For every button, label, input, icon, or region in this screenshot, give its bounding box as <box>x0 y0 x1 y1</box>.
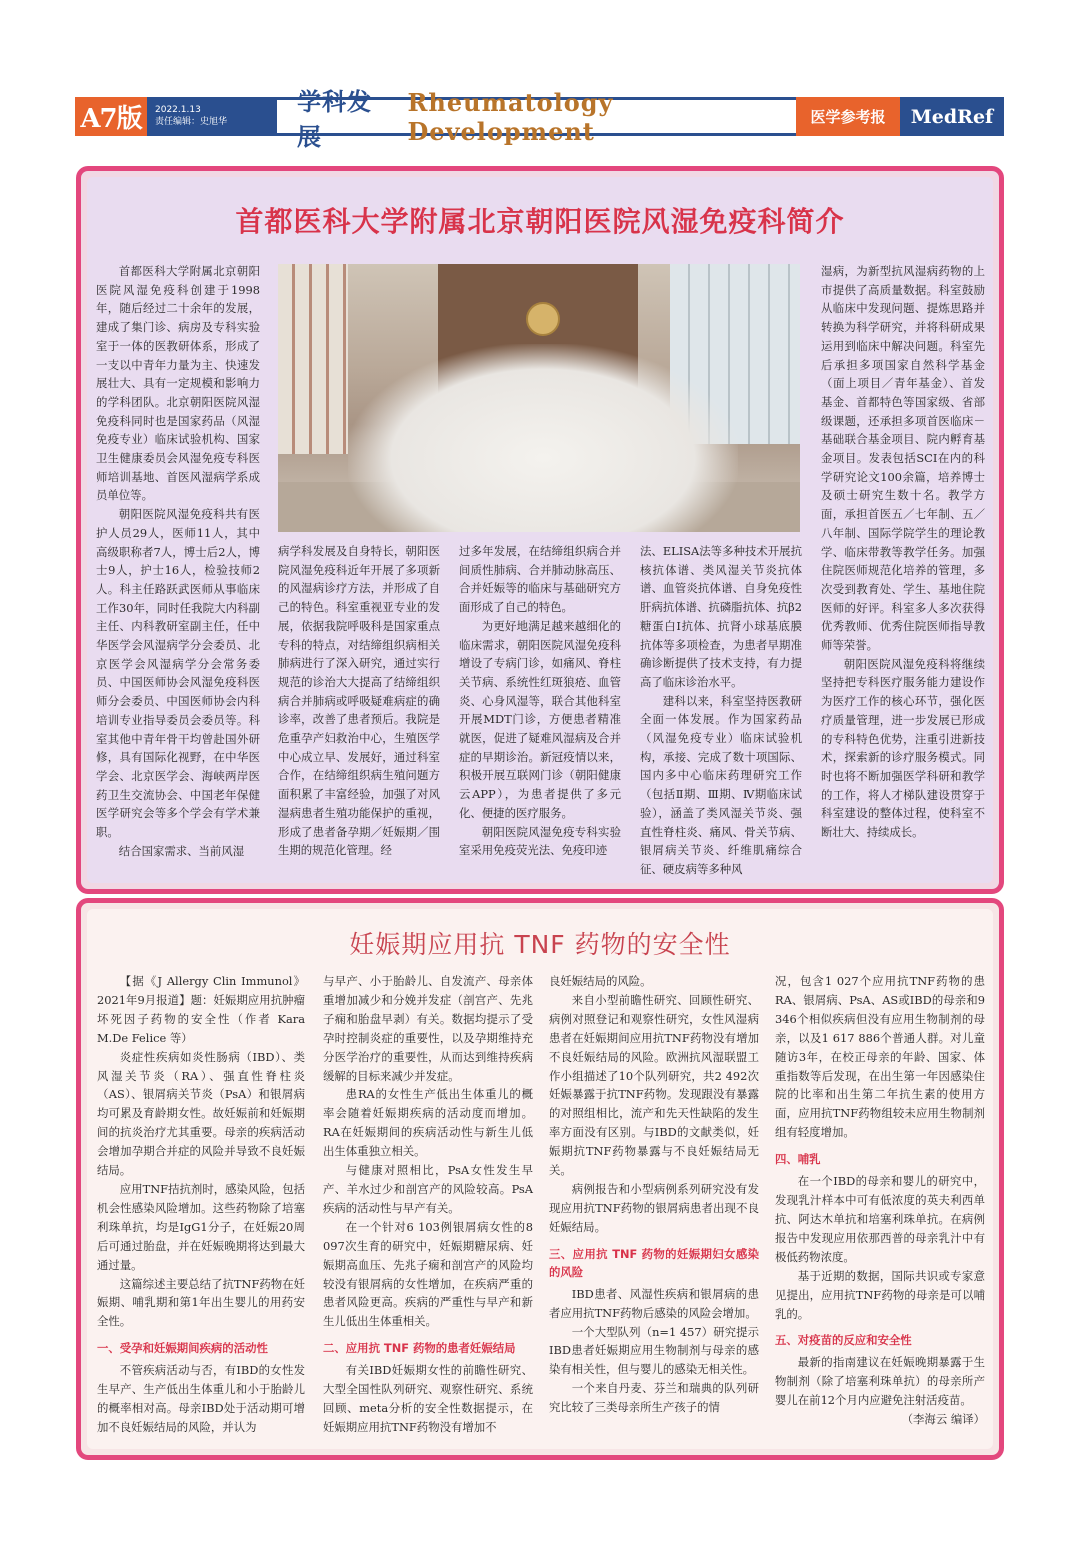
paragraph: 首都医科大学附属北京朝阳医院风湿免疫科创建于1998年，随后经过二十余年的发展，建成了集门诊、病房及专科实验室于一体的医教研体系，形成了一支以中青年力量为主、快速发展壮大、具有一定规模和影响力的学科团队。北京朝阳医院风湿免疫科同时也是国家药品（风湿免疫专业）临床试验机构、国家卫生健康委员会风湿免疫专科医师培训基地、首医风湿病学系成员单位等。 <box>96 264 260 503</box>
paragraph: 过多年发展，在结缔组织病合并间质性肺病、合并肺动脉高压、合并妊娠等的临床与基础研究方面形成了自己的特色。 <box>459 544 621 615</box>
section-title-en: Rheumatology Development <box>407 87 614 146</box>
subheading: 二、应用抗 TNF 药物的患者妊娠结局 <box>323 1341 516 1356</box>
subheading: 三、应用抗 TNF 药物的妊娠期妇女感染的风险 <box>549 1246 759 1279</box>
paragraph: 与健康对照相比，PsA女性发生早产、羊水过少和剖宫产的风险较高。PsA疾病的活动性与早产有关。 <box>323 1163 533 1215</box>
publication-logo: MedRef <box>900 97 1004 136</box>
paragraph: 最新的指南建议在妊娠晚期暴露于生物制剂（除了培塞利珠单抗）的母亲所产婴儿在前12个月内应避免注射活疫苗。 <box>775 1355 985 1408</box>
paragraph: 有关IBD妊娠期女性的前瞻性研究、大型全国性队列研究、观察性研究、系统回顾、meta分析的安全性数据提示，在妊娠期应用抗TNF药物没有增加不 <box>323 1363 533 1434</box>
issue-date: 2022.1.13 <box>155 105 201 115</box>
article-2-column-2 <box>323 972 533 1437</box>
page-number: A7版 <box>75 97 147 136</box>
issue-meta <box>147 97 277 136</box>
paragraph: 朝阳医院风湿免疫科将继续坚持把专科医疗服务能力建设作为医疗工作的核心环节，强化医疗质量管理，进一步发展已形成的专科特色优势，注重引进新技术，探索新的诊疗服务模式。同时也将不断加强医学科研和教学的工作，将人才梯队建设贯穿于科室建设的整体过程，使科室不断壮大、持续成长。 <box>821 656 985 840</box>
paragraph: 【据《J Allergy Clin Immunol》2021年9月报道】题：妊娠期应用抗肿瘤坏死因子药物的安全性（作者 Kara M.De Felice 等） <box>97 974 305 1045</box>
article-2-column-1 <box>97 972 305 1437</box>
paragraph: 病例报告和小型病例系列研究没有发现应用抗TNF药物的银屑病患者出现不良妊娠结局。 <box>549 1181 759 1234</box>
staff-group <box>348 344 738 532</box>
paragraph: 结合国家需求、当前风湿 <box>118 843 245 858</box>
paragraph: 为更好地满足越来越细化的临床需求，朝阳医院风湿免疫科增设了专病门诊，如痛风、脊柱关节病、系统性红斑狼疮、血管炎、心身风湿等，联合其他科室开展MDT门诊，方便患者精准就医，促进了疑难风湿病及合并症的早期诊治。新冠疫情以来，积极开展互联网门诊（朝阳健康云APP），为患者提供了多元化、便捷的医疗服务。 <box>459 618 621 820</box>
article-1-column-3 <box>459 542 621 860</box>
hospital-emblem-icon <box>526 302 560 336</box>
group-photo <box>278 264 800 532</box>
paragraph: 在一个针对6 103例银屑病女性的8 097次生育的研究中，妊娠期糖尿病、妊娠期高血压、先兆子痫和剖宫产的风险均较没有银屑病的女性增加，在疾病严重的患者风险更高。疾病的严重性与早产和新生儿低出生体重相关。 <box>323 1219 533 1329</box>
paragraph: 朝阳医院风湿免疫专科实验室采用免疫荧光法、免疫印迹 <box>459 824 621 858</box>
article-1-column-4 <box>640 542 802 879</box>
paragraph: 一个来自丹麦、芬兰和瑞典的队列研究比较了三类母亲所生产孩子的情 <box>549 1381 759 1415</box>
article-2-column-4 <box>775 972 985 1429</box>
paragraph: 法、ELISA法等多种技术开展抗核抗体谱、类风湿关节炎抗体谱、血管炎抗体谱、自身免疫性肝病抗体谱、抗磷脂抗体、抗β2糖蛋白Ⅰ抗体、抗肾小球基底膜抗体等多项检查，为患者早期准确诊断提供了技术支持，有力提高了临床诊治水平。 <box>640 544 802 689</box>
subheading: 五、对疫苗的反应和安全性 <box>775 1333 912 1348</box>
article-1-column-1 <box>96 262 260 861</box>
masthead <box>75 86 1004 151</box>
subheading: 四、哺乳 <box>775 1152 821 1167</box>
publication-name: 医学参考报 <box>796 97 900 136</box>
paragraph: 建科以来，科室坚持医教研全面一体发展。作为国家药品（风湿免疫专业）临床试验机构，承接、完成了数十项国际、国内多中心临床药理研究工作（包括Ⅱ期、Ⅲ期、Ⅳ期临床试验），涵盖了类风湿关节炎、强直性脊柱炎、痛风、骨关节病、银屑病关节炎、纤维肌痛综合征、硬皮病等多种风 <box>640 693 802 876</box>
paragraph: 一个大型队列（n=1 457）研究提示IBD患者妊娠期应用生物制剂与母亲的感染有相关性，但与婴儿的感染无相关性。 <box>549 1324 759 1377</box>
article-2-title: 妊娠期应用抗 TNF 药物的安全性 <box>349 930 731 959</box>
paragraph: 况，包含1 027个应用抗TNF药物的患RA、银屑病、PsA、AS或IBD的母亲和9 346个相似疾病但没有应用生物制剂的母亲，以及1 617 886个普通人群。对儿童随访3年，在校正母亲的年龄、国家、体重指数等后发现，在出生第一年因感染住院的比率和出生第二年抗生素的使用方面，应用抗TNF药物组较未应用生物制剂组有轻度增加。 <box>775 974 985 1140</box>
section-title <box>277 86 796 151</box>
section-title-cn: 学科发展 <box>297 86 372 151</box>
paragraph: 来自小型前瞻性研究、回顾性研究、病例对照登记和观察性研究，女性风湿病患者在妊娠期间应用抗TNF药物没有增加不良妊娠结局的风险。欧洲抗风湿联盟工作小组描述了10个队列研究，共2 492次妊娠暴露于抗TNF药物。发现跟没有暴露的对照组相比，流产和先天性缺陷的发生率方面没有区别。与IBD的文献类似，妊娠期抗TNF药物暴露与不良妊娠结局无关。 <box>549 992 759 1178</box>
article-1-title: 首都医科大学附属北京朝阳医院风湿免疫科简介 <box>235 205 845 238</box>
paragraph: 患RA的女性生产低出生体重儿的概率会随着妊娠期疾病的活动度而增加。RA在妊娠期间的疾病活动性与新生儿低出生体重独立相关。 <box>323 1087 533 1159</box>
paragraph: IBD患者、风湿性疾病和银屑病的患者应用抗TNF药物后感染的风险会增加。 <box>549 1286 759 1320</box>
paragraph: 不管疾病活动与否，有IBD的女性发生早产、生产低出生体重儿和小于胎龄儿的概率相对高。母亲IBD处于活动期可增加不良妊娠结局的风险，并认为 <box>97 1363 305 1434</box>
paragraph: 良妊娠结局的风险。 <box>549 974 652 988</box>
article-1-column-5 <box>821 262 985 842</box>
paragraph: 在一个IBD的母亲和婴儿的研究中，发现乳汁样本中可有低浓度的英夫利西单抗、阿达木单抗和培塞利珠单抗。在病例报告中发现应用依那西普的母亲乳汁中有极低药物浓度。 <box>775 1174 985 1264</box>
paragraph: 朝阳医院风湿免疫科共有医护人员29人，医师11人，其中高级职称者7人，博士后2人，博士9人，护士16人，检验技师2人。科主任路跃武医师从事临床工作30年，同时任我院大内科副主任、内科教研室副主任，任中华医学会风湿病学分会委员、北京医学会风湿病学分会常务委员、中国医师协会风湿免疫科医师分会委员、中国医师协会内科培训专业指导委员会委员等。科室其他中青年骨干均曾赴国外研修，具有国际化视野，在中华医学会、北京医学会、海峡两岸医药卫生交流协会、中国老年保健医学研究会等多个学会有学术兼职。 <box>96 507 260 840</box>
paragraph: 这篇综述主要总结了抗TNF药物在妊娠期、哺乳期和第1年出生婴儿的用药安全性。 <box>97 1276 305 1329</box>
subheading: 一、受孕和妊娠期间疾病的活动性 <box>97 1341 268 1356</box>
paragraph: 湿病，为新型抗风湿病药物的上市提供了高质量数据。科室鼓励从临床中发现问题、提炼思路并转换为科学研究，并将科研成果运用到临床中解决问题。科室先后承担多项国家自然科学基金（面上项目／青年基金）、首发基金、首都特色等国家级、省部级课题，还承担多项首医临床－基础联合基金项目、院内孵育基金项目。发表包括SCI在内的科学研究论文100余篇，培养博士及硕士研究生数十名。教学方面，承担首医五／七年制、五／八年制、国际学院学生的理论教学、临床带教等教学任务。加强住院医师规范化培养的管理，多次受到教育处、学生、基地住院医师的好评。科室多人多次获得优秀教师、优秀住院医师指导教师等荣誉。 <box>821 264 985 653</box>
article-1-column-2 <box>278 542 440 860</box>
paragraph: 炎症性疾病如炎性肠病（IBD）、类风湿关节炎（RA）、强直性脊柱炎（AS）、银屑病关节炎（PsA）和银屑病均可累及育龄期女性。故妊娠前和妊娠期间的抗炎治疗尤其重要。母亲的疾病活动会增加孕期合并症的风险并导致不良妊娠结局。 <box>97 1049 305 1178</box>
paragraph: 基于近期的数据，国际共识或专家意见提出，应用抗TNF药物的母亲是可以哺乳的。 <box>775 1268 985 1321</box>
paragraph: 病学科发展及自身特长，朝阳医院风湿免疫科近年开展了多项新的风湿病诊疗方法，并形成了自己的特色。科室重视亚专业的发展，依据我院呼吸科是国家重点专科的特点，对结缔组织病相关肺病进行了深入研究，通过实行规范的诊治大大提高了结缔组织病合并肺病或呼吸疑难病症的确诊率，改善了患者预后。我院是危重孕产妇救治中心，生殖医学中心成立早、发展好，通过科室合作，在结缔组织病生殖问题方面积累了丰富经验，加强了对风湿病患者生殖功能保护的重视，形成了患者备孕期／妊娠期／围生期的规范化管理。经 <box>278 544 440 858</box>
paragraph: 与早产、小于胎龄儿、自发流产、母亲体重增加减少和分娩并发症（剖宫产、先兆子痫和胎盘早剥）有关。数据均提示了受孕时控制炎症的重要性，以及孕期维持充分医学治疗的重要性，从而达到维持疾病缓解的目标来减少并发症。 <box>323 974 533 1083</box>
translator-credit: （李海云 编译） <box>901 1412 985 1427</box>
article-2-column-3 <box>549 972 759 1417</box>
editor-credit: 责任编辑：史旭华 <box>155 117 228 127</box>
paragraph: 应用TNF拮抗剂时，感染风险，包括机会性感染风险增加。这些药物除了培塞利珠单抗，均是IgG1分子，在妊娠20周后可通过胎盘，并在妊娠晚期将达到最大通过量。 <box>97 1181 305 1272</box>
